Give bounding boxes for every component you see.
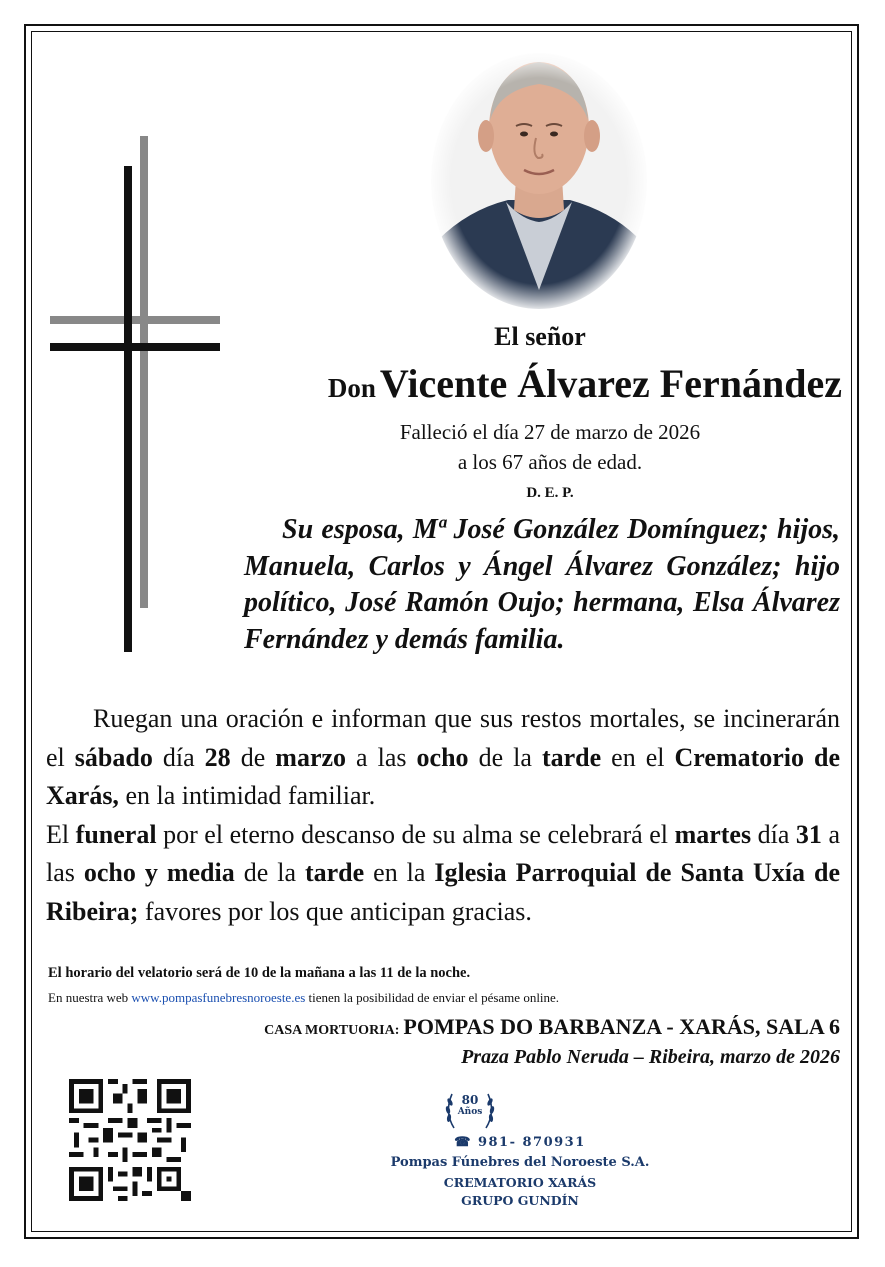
crematorio-name: CREMATORIO XARÁS [443,1175,597,1190]
wake-schedule: El horario del velatorio será de 10 de la mañana a las 11 de la noche. [48,965,471,981]
qr-code-icon[interactable] [67,1079,193,1201]
name-main: Vicente Álvarez Fernández [379,361,842,406]
phone-icon: ☎ [454,1135,472,1150]
place-date: Praza Pablo Neruda – Ribeira, marzo de 2026 [461,1046,840,1068]
ceremony-paragraph: Ruegan una oración e informan que sus restos mortales, se incinerarán el sábado día 28 de marzo a las ocho de la tarde en el Crematorio de Xarás, en la intimidad familiar. El funeral por el eterno descanso de su alma se celebrará el martes día 31 a las ocho y media de la tarde en la Iglesia Parroquial de Santa Uxía de Ribeira; favores por los que anticipan gracias. [46,704,841,926]
family-paragraph [244,512,840,658]
web-note: En nuestra web www.pompasfunebresnoroeste.es tienen la posibilidad de enviar el pésame online. [48,990,560,1005]
title-senor: El señor [494,322,586,351]
funeral-home [120,1014,840,1040]
website-link[interactable]: www.pompasfunebresnoroeste.es [131,990,306,1005]
funeral-home-value: POMPAS DO BARBANZA - XARÁS, SALA 6 [403,1014,840,1039]
phone: ☎ 981- 870931 [454,1135,586,1150]
deceased-name [242,360,842,407]
funeral-home-label: CASA MORTUORIA: [264,1023,400,1038]
death-date: Falleció el día 27 de marzo de 2026 [399,420,701,444]
portrait-photo [428,50,650,312]
family-text: Su esposa, Mª José González Domínguez; hijos, Manuela, Carlos y Ángel Álvarez González; hijo político, José Ramón Oujo; hermana, Elsa Álvarez Fernández y demás familia. [244,514,840,655]
age: a los 67 años de edad. [457,450,643,474]
name-prefix: Don [327,373,376,403]
logo-number: 80 [461,1093,479,1107]
dep: D. E. P. [526,485,574,501]
company-name: Pompas Fúnebres del Noroeste S.A. [390,1155,650,1170]
logo-text: Años [457,1107,483,1117]
group-name: GRUPO GUNDÍN [461,1193,579,1208]
